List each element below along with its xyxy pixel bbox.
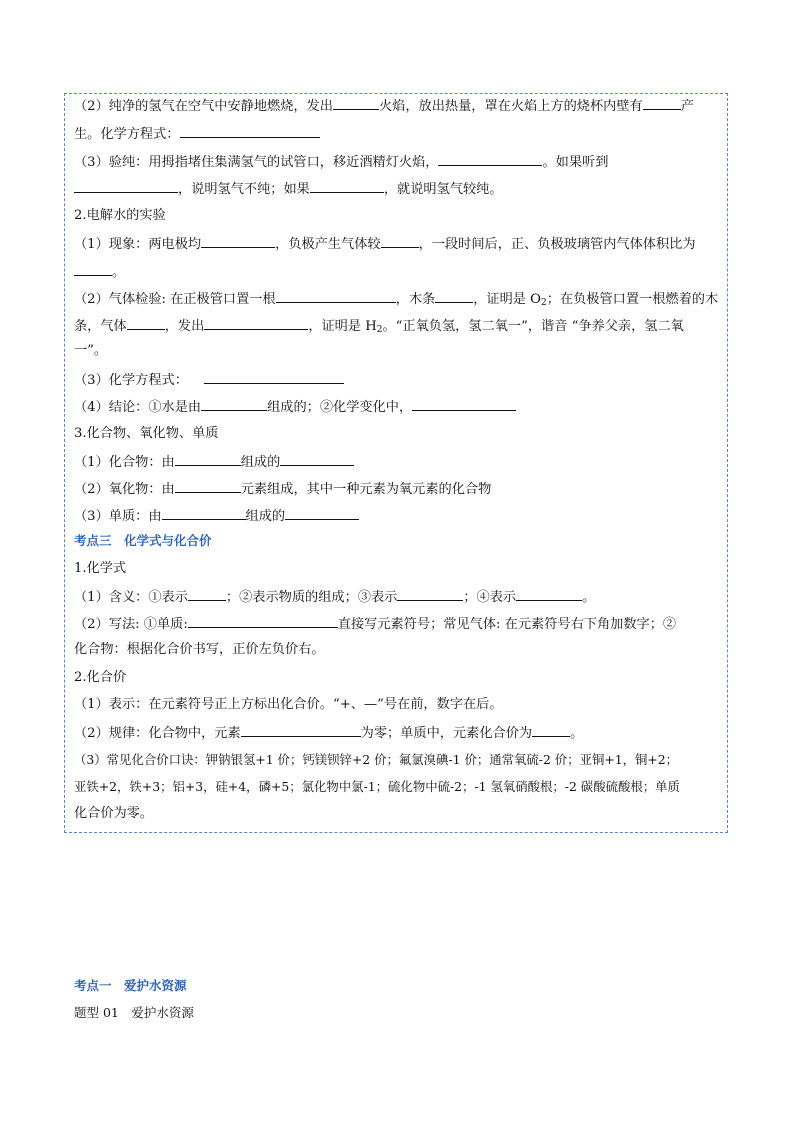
blank[interactable] — [204, 315, 308, 330]
phenomenon-line: （1）现象：两电极均 ，负极产生气体较 ，一段时间后，正、负极玻璃管内气体体积比为 — [74, 233, 696, 255]
blank[interactable] — [162, 505, 246, 520]
element-substance-line: （3）单质：由 组成的 — [74, 505, 359, 527]
text-line: （1）表示：在元素符号正上方标出化合价。“+、—”号在前，数字在后。 — [74, 697, 503, 712]
blank[interactable] — [412, 396, 516, 411]
compound-line: （1）化合物：由 组成的 — [74, 451, 354, 473]
rule-line: （2）规律：化合物中，元素 为零；单质中，元素化合价为 。 — [74, 722, 583, 744]
blank[interactable] — [74, 178, 178, 193]
ratio-line: 。 — [74, 261, 125, 283]
blank[interactable] — [435, 288, 473, 303]
blank[interactable] — [175, 451, 241, 466]
writing-line: （2）写法: ①单质: 直接写元素符号；常见气体: 在元素符号右下角加数字；② — [74, 613, 676, 635]
blank[interactable] — [280, 451, 354, 466]
section-heading: 2.电解水的实验 — [74, 208, 166, 223]
blank[interactable] — [532, 722, 570, 737]
section-heading: 2.化合价 — [74, 670, 127, 685]
blank[interactable] — [201, 233, 275, 248]
text-line: 化合物：根据化合价书写，正价左负价右。 — [74, 642, 325, 657]
blank[interactable] — [333, 95, 379, 110]
section-heading: 3.化合物、氧化物、单质 — [74, 426, 219, 441]
blank[interactable] — [74, 261, 112, 276]
blank[interactable] — [285, 505, 359, 520]
gas-test-line-2: 条，气体 ，发出 ，证明是 $H_2$。“正氧负氢，氢二氧一”，谐音 “争养父亲，氢二氧 — [74, 315, 684, 340]
topic-heading: 考点三 化学式与化合价 — [74, 533, 212, 548]
text-line: 化合价为零。 — [74, 806, 154, 821]
valence-rhyme-line: 亚铁+2，铁+3；铝+3，硅+4，磷+5；氯化物中氯-1；硫化物中硫-2；-1 氢氧硝酸根；-2 碳酸硫酸根；单质 — [74, 779, 680, 794]
blank[interactable] — [188, 586, 226, 601]
text-line: 一”。 — [74, 343, 108, 358]
section-heading: 1.化学式 — [74, 561, 127, 576]
blank[interactable] — [188, 613, 338, 628]
blank[interactable] — [201, 396, 267, 411]
blank[interactable] — [643, 95, 681, 110]
valence-rhyme-line: （3）常见化合价口诀：钾钠银氢+1 价；钙镁钡锌+2 价；氟氯溴碘-1 价；通常氧硫-2 价；亚铜+1，铜+2； — [74, 752, 679, 767]
meaning-line: （1）含义：①表示 ；②表示物质的组成；③表示 ；④表示 。 — [74, 586, 595, 608]
purity-result-line: ，说明氢气不纯；如果 ，就说明氢气较纯。 — [74, 178, 503, 200]
blank[interactable] — [127, 315, 165, 330]
blank[interactable] — [180, 123, 320, 138]
gas-test-line: （2）气体检验: 在正极管口置一根 ，木条 ，证明是 $O_2$；在负极管口置一根燃着的木 — [74, 288, 718, 313]
blank[interactable] — [175, 478, 241, 493]
blank[interactable] — [516, 586, 582, 601]
question-type-heading: 题型 01 爱护水资源 — [74, 1005, 194, 1020]
hydrogen-combustion-line: （2）纯净的氢气在空气中安静地燃烧，发出 火焰，放出热量，罩在火焰上方的烧杯内壁有 产 — [74, 95, 694, 117]
blank[interactable] — [241, 722, 361, 737]
oxide-line: （2）氧化物：由 元素组成，其中一种元素为氧元素的化合物 — [74, 478, 491, 500]
equation-line: （3）化学方程式： — [74, 369, 344, 391]
blank[interactable] — [438, 151, 542, 166]
blank[interactable] — [310, 178, 384, 193]
blank[interactable] — [381, 233, 419, 248]
purity-test-line: （3）验纯：用拇指堵住集满氢气的试管口，移近酒精灯火焰， 。如果听到 — [74, 151, 608, 173]
conclusion-line: （4）结论：①水是由 组成的；②化学变化中， — [74, 396, 516, 418]
equation-line: 生。化学方程式： — [74, 123, 320, 145]
blank[interactable] — [204, 369, 344, 384]
blank[interactable] — [276, 288, 396, 303]
topic-heading: 考点一 爱护水资源 — [74, 978, 187, 993]
blank[interactable] — [397, 586, 463, 601]
